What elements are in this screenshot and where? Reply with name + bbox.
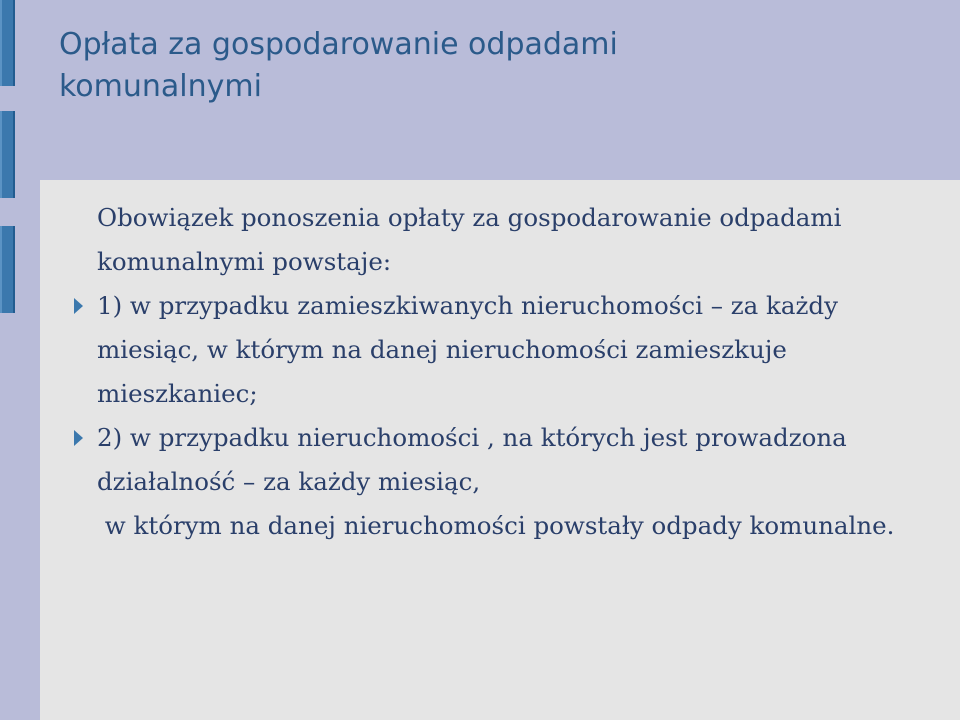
decorative-side-bar: [0, 226, 15, 313]
decorative-side-bar: [0, 0, 15, 86]
list-item-text: 1) w przypadku zamieszkiwanych nieruchomości – za każdy miesiąc, w którym na danej nieruchomości zamieszkuje mieszkaniec;: [97, 291, 838, 408]
continuation-paragraph: w którym na danej nieruchomości powstały odpady komunalne.: [97, 511, 895, 540]
intro-paragraph: Obowiązek ponoszenia opłaty za gospodarowanie odpadami komunalnymi powstaje:: [97, 203, 842, 276]
decorative-side-bar: [0, 111, 15, 198]
slide-title: Opłata za gospodarowanie odpadami komunalnymi: [59, 27, 618, 104]
triangle-right-icon: [74, 430, 83, 446]
triangle-right-icon: [74, 298, 83, 314]
list-item-text: 2) w przypadku nieruchomości , na których jest prowadzona działalność – za każdy miesiąc,: [97, 423, 847, 496]
list-item: [97, 284, 907, 416]
slide-body: [97, 196, 907, 548]
list-item: [97, 416, 907, 504]
